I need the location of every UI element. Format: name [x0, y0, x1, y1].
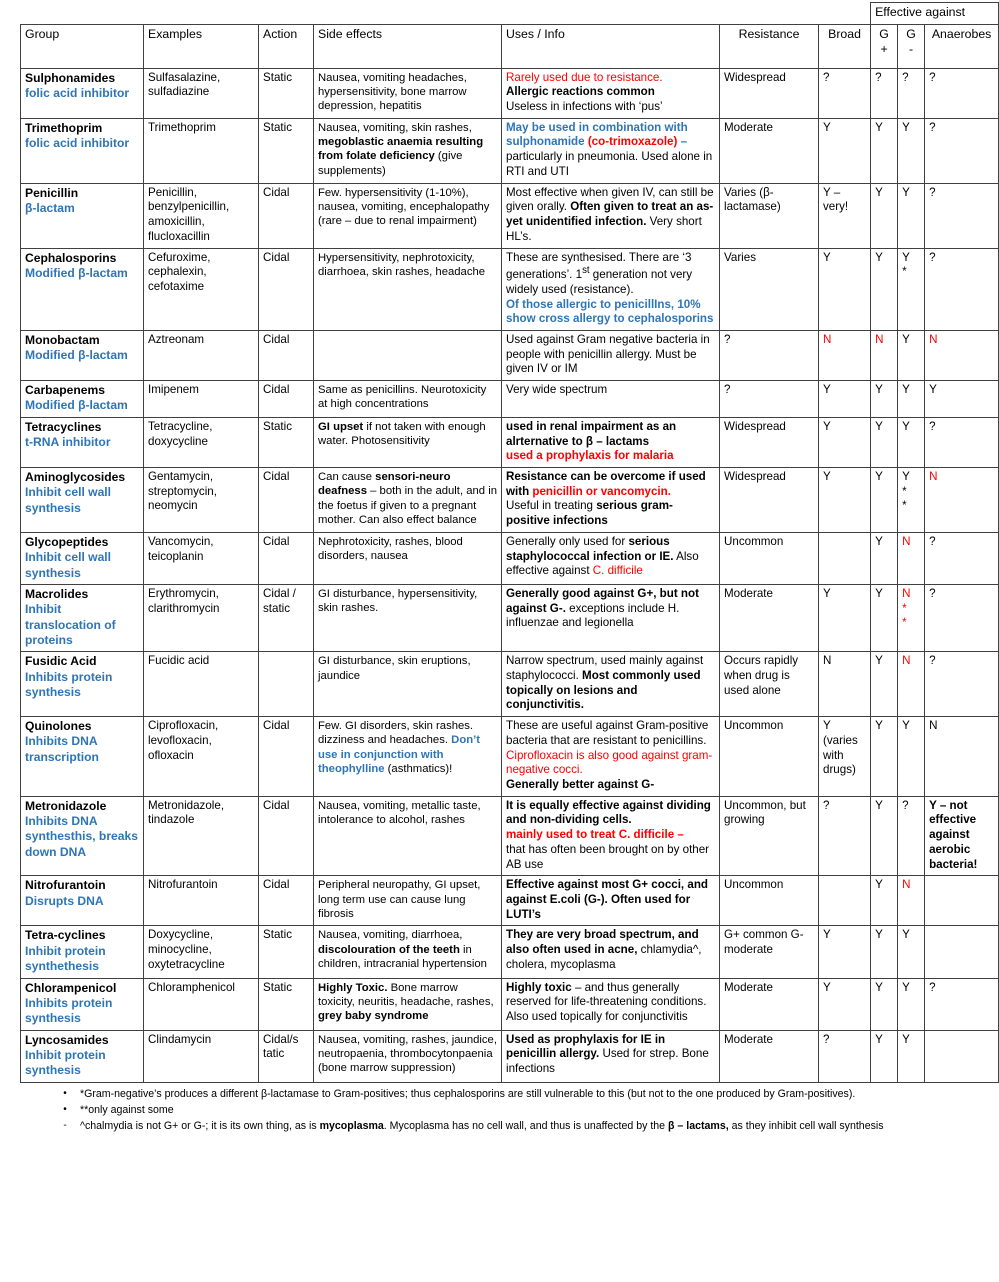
- cell-action: Cidal: [259, 717, 314, 797]
- cell-gram-negative: ?: [898, 68, 925, 118]
- column-header-group: Group: [21, 24, 144, 68]
- cell-broad: ?: [819, 68, 871, 118]
- group-name: Nitrofurantoin: [25, 878, 106, 893]
- cell-resistance: Varies: [720, 248, 819, 330]
- column-header-anaerobes: Anaerobes: [925, 24, 999, 68]
- cell-action: Cidal: [259, 381, 314, 418]
- cell-action: Cidal: [259, 248, 314, 330]
- table-row: [21, 68, 999, 118]
- group-name: Macrolides: [25, 586, 89, 601]
- table-row: [21, 248, 999, 330]
- table-column-header-row: [21, 24, 999, 68]
- cell-anaerobes: ?: [925, 417, 999, 467]
- cell-group: [21, 417, 144, 467]
- cell-action: Cidal/s tatic: [259, 1030, 314, 1082]
- cell-resistance: Moderate: [720, 118, 819, 183]
- gram-positive-line1: G: [879, 26, 889, 41]
- cell-resistance: Uncommon: [720, 876, 819, 926]
- cell-anaerobes: N: [925, 717, 999, 797]
- header-spacer: [21, 3, 871, 25]
- cell-examples: Sulfasalazine, sulfadiazine: [144, 68, 259, 118]
- cell-action: [259, 652, 314, 717]
- cell-gram-negative: Y: [898, 978, 925, 1030]
- table-body: [21, 68, 999, 1082]
- cell-gram-positive: N: [871, 330, 898, 380]
- cell-anaerobes: ?: [925, 183, 999, 248]
- group-mechanism: Inhibit translocation of proteins: [25, 602, 116, 647]
- group-name: Fusidic Acid: [25, 654, 97, 669]
- footnotes-list: [0, 1087, 999, 1135]
- group-mechanism: Disrupts DNA: [25, 893, 104, 908]
- cell-action: Cidal: [259, 796, 314, 876]
- cell-resistance: ?: [720, 330, 819, 380]
- cell-resistance: ?: [720, 381, 819, 418]
- group-name: Lyncosamides: [25, 1032, 109, 1047]
- cell-examples: Penicillin, benzylpenicillin, amoxicillin, flucloxacillin: [144, 183, 259, 248]
- cell-broad: Y: [819, 978, 871, 1030]
- cell-uses-info: Effective against most G+ cocci, and against E.coli (G-). Often used for LUTI’s: [502, 876, 720, 926]
- table-row: [21, 1030, 999, 1082]
- cell-anaerobes: [925, 876, 999, 926]
- group-name: Carbapenems: [25, 383, 105, 398]
- gram-positive-line2: +: [880, 42, 888, 57]
- cell-group: [21, 330, 144, 380]
- cell-action: Static: [259, 926, 314, 978]
- cell-broad: N: [819, 652, 871, 717]
- cell-group: [21, 584, 144, 651]
- cell-gram-negative: N: [898, 532, 925, 584]
- cell-broad: Y: [819, 926, 871, 978]
- cell-resistance: Widespread: [720, 417, 819, 467]
- table-row: [21, 467, 999, 532]
- cell-gram-positive: Y: [871, 926, 898, 978]
- table-row: [21, 978, 999, 1030]
- footnote-text: *Gram-negative’s produces a different β-lactamase to Gram-positives; thus cephalosporins are still vulnerable to this (but not to the one produced by Gram-positives).: [80, 1087, 856, 1100]
- group-name: Quinolones: [25, 719, 92, 734]
- cell-broad: ?: [819, 796, 871, 876]
- cell-action: Static: [259, 978, 314, 1030]
- gram-negative-line2: -: [909, 42, 914, 57]
- cell-resistance: Varies (β-lactamase): [720, 183, 819, 248]
- cell-action: Static: [259, 118, 314, 183]
- table-row: [21, 876, 999, 926]
- cell-uses-info: Used as prophylaxis for IE in penicillin allergy. Used for strep. Bone infections: [502, 1030, 720, 1082]
- cell-broad: Y – very!: [819, 183, 871, 248]
- cell-side-effects: Peripheral neuropathy, GI upset, long term use can cause lung fibrosis: [314, 876, 502, 926]
- cell-gram-negative: N: [898, 652, 925, 717]
- cell-examples: Aztreonam: [144, 330, 259, 380]
- group-name: Tetracyclines: [25, 419, 102, 434]
- cell-anaerobes: ?: [925, 248, 999, 330]
- cell-group: [21, 926, 144, 978]
- cell-broad: Y: [819, 118, 871, 183]
- cell-resistance: Uncommon: [720, 532, 819, 584]
- cell-action: Static: [259, 417, 314, 467]
- cell-examples: Ciprofloxacin, levofloxacin, ofloxacin: [144, 717, 259, 797]
- cell-broad: N: [819, 330, 871, 380]
- group-mechanism: Inhibit protein synthethesis: [25, 943, 106, 974]
- table-row: [21, 584, 999, 651]
- cell-broad: [819, 532, 871, 584]
- cell-side-effects: Nausea, vomiting, diarrhoea, discolouration of the teeth in children, intracranial hypertension: [314, 926, 502, 978]
- cell-anaerobes: Y – not effective against aerobic bacteria!: [925, 796, 999, 876]
- cell-uses-info: used in renal impairment as an alrternative to β – lactams used a prophylaxis for malaria: [502, 417, 720, 467]
- cell-side-effects: GI upset if not taken with enough water. Photosensitivity: [314, 417, 502, 467]
- footnote-text: ^chalmydia is not G+ or G-; it is its own thing, as is mycoplasma. Mycoplasma has no cell wall, and thus is unaffected by the β – lactams, as they inhibit cell wall synthesis: [80, 1120, 884, 1133]
- group-mechanism: Inhibit cell wall synthesis: [25, 485, 112, 515]
- table-row: [21, 796, 999, 876]
- footnote-item: [0, 1103, 999, 1118]
- cell-gram-negative: Y: [898, 118, 925, 183]
- table-header: [21, 3, 999, 69]
- cell-anaerobes: N: [925, 467, 999, 532]
- group-mechanism: Inhibits DNA transcription: [25, 734, 99, 764]
- table-row: [21, 330, 999, 380]
- cell-examples: Clindamycin: [144, 1030, 259, 1082]
- gram-negative-line1: G: [906, 26, 916, 41]
- cell-side-effects: Nausea, vomiting headaches, hypersensitivity, bone marrow depression, hepatitis: [314, 68, 502, 118]
- footnote-item: [0, 1119, 999, 1134]
- cell-examples: Cefuroxime, cephalexin, cefotaxime: [144, 248, 259, 330]
- cell-anaerobes: N: [925, 330, 999, 380]
- group-mechanism: folic acid inhibitor: [25, 136, 130, 151]
- group-name: Glycopeptides: [25, 534, 109, 549]
- cell-uses-info: Narrow spectrum, used mainly against staphylococci. Most commonly used topically on lesions and conjunctivitis.: [502, 652, 720, 717]
- table-row: [21, 381, 999, 418]
- group-name: Cephalosporins: [25, 250, 117, 265]
- cell-examples: Chloramphenicol: [144, 978, 259, 1030]
- cell-resistance: Moderate: [720, 584, 819, 651]
- cell-group: [21, 717, 144, 797]
- cell-examples: Gentamycin, streptomycin, neomycin: [144, 467, 259, 532]
- table-row: [21, 183, 999, 248]
- cell-action: Cidal / static: [259, 584, 314, 651]
- cell-resistance: Moderate: [720, 1030, 819, 1082]
- cell-gram-positive: Y: [871, 584, 898, 651]
- cell-examples: Metronidazole, tindazole: [144, 796, 259, 876]
- cell-side-effects: GI disturbance, hypersensitivity, skin rashes.: [314, 584, 502, 651]
- cell-gram-positive: Y: [871, 978, 898, 1030]
- cell-gram-negative: Y * *: [898, 467, 925, 532]
- cell-gram-negative: ?: [898, 796, 925, 876]
- cell-gram-negative: Y: [898, 381, 925, 418]
- cell-action: Cidal: [259, 876, 314, 926]
- cell-group: [21, 467, 144, 532]
- footnote-bullet: •: [63, 1103, 67, 1115]
- cell-uses-info: These are useful against Gram-positive bacteria that are resistant to penicillins. Ciprofloxacin is also good against gram-negative cocci. Generally better against G-: [502, 717, 720, 797]
- cell-gram-positive: Y: [871, 1030, 898, 1082]
- group-name: Chlorampenicol: [25, 980, 117, 995]
- table-row: [21, 417, 999, 467]
- cell-gram-negative: Y: [898, 330, 925, 380]
- cell-broad: Y: [819, 417, 871, 467]
- cell-action: Cidal: [259, 330, 314, 380]
- cell-gram-negative: Y: [898, 1030, 925, 1082]
- cell-uses-info: May be used in combination with sulphonamide (co-trimoxazole) – particularly in pneumonia. Used alone in RTI and UTI: [502, 118, 720, 183]
- cell-action: Static: [259, 68, 314, 118]
- cell-group: [21, 978, 144, 1030]
- group-mechanism: Inhibit cell wall synthesis: [25, 550, 112, 580]
- table-row: [21, 717, 999, 797]
- footnote-text: **only against some: [80, 1103, 174, 1116]
- cell-side-effects: Nausea, vomiting, rashes, jaundice, neutropaenia, thrombocytonpaenia (bone marrow suppression): [314, 1030, 502, 1082]
- group-name: Monobactam: [25, 332, 100, 347]
- cell-anaerobes: ?: [925, 652, 999, 717]
- cell-gram-negative: Y: [898, 183, 925, 248]
- group-mechanism: folic acid inhibitor: [25, 85, 130, 100]
- column-header-resistance: Resistance: [720, 24, 819, 68]
- cell-broad: ?: [819, 1030, 871, 1082]
- cell-group: [21, 652, 144, 717]
- column-header-gram-positive: [871, 24, 898, 68]
- footnote-item: [0, 1087, 999, 1102]
- antibiotics-reference-sheet: [0, 2, 999, 1282]
- table-row: [21, 532, 999, 584]
- cell-resistance: Widespread: [720, 467, 819, 532]
- cell-side-effects: Few. hypersensitivity (1-10%), nausea, vomiting, encephalopathy (rare – due to renal impairment): [314, 183, 502, 248]
- cell-group: [21, 183, 144, 248]
- cell-resistance: Occurs rapidly when drug is used alone: [720, 652, 819, 717]
- cell-resistance: Widespread: [720, 68, 819, 118]
- cell-gram-positive: Y: [871, 381, 898, 418]
- cell-action: Cidal: [259, 532, 314, 584]
- table-row: [21, 118, 999, 183]
- group-mechanism: Inhibit protein synthesis: [25, 1047, 106, 1078]
- cell-gram-positive: Y: [871, 532, 898, 584]
- cell-uses-info: Very wide spectrum: [502, 381, 720, 418]
- cell-gram-positive: Y: [871, 248, 898, 330]
- group-mechanism: Inhibits protein synthesis: [25, 995, 113, 1026]
- cell-uses-info: Rarely used due to resistance. Allergic reactions common Useless in infections with ‘pus’: [502, 68, 720, 118]
- column-header-broad: Broad: [819, 24, 871, 68]
- cell-gram-positive: ?: [871, 68, 898, 118]
- cell-uses-info: It is equally effective against dividing and non-dividing cells. mainly used to treat C. difficile – that has often been brought on by other AB use: [502, 796, 720, 876]
- group-mechanism: Inhibits protein synthesis: [25, 669, 113, 699]
- cell-examples: Vancomycin, teicoplanin: [144, 532, 259, 584]
- cell-anaerobes: ?: [925, 532, 999, 584]
- cell-anaerobes: [925, 1030, 999, 1082]
- cell-group: [21, 796, 144, 876]
- cell-group: [21, 876, 144, 926]
- cell-anaerobes: ?: [925, 978, 999, 1030]
- cell-broad: [819, 876, 871, 926]
- column-header-side-effects: Side effects: [314, 24, 502, 68]
- footnote-bullet: •: [63, 1087, 67, 1099]
- cell-side-effects: GI disturbance, skin eruptions, jaundice: [314, 652, 502, 717]
- cell-side-effects: Can cause sensori-neuro deafness – both in the adult, and in the foetus if given to a pregnant mother. Can also effect balance: [314, 467, 502, 532]
- column-header-uses-info: Uses / Info: [502, 24, 720, 68]
- cell-group: [21, 248, 144, 330]
- cell-uses-info: Generally good against G+, but not against G-. exceptions include H. influenzae and legionella: [502, 584, 720, 651]
- cell-uses-info: Used against Gram negative bacteria in people with penicillin allergy. Must be given IV or IM: [502, 330, 720, 380]
- cell-side-effects: Nausea, vomiting, metallic taste, intolerance to alcohol, rashes: [314, 796, 502, 876]
- cell-gram-positive: Y: [871, 118, 898, 183]
- group-name: Aminoglycosides: [25, 469, 126, 484]
- column-header-examples: Examples: [144, 24, 259, 68]
- cell-gram-positive: Y: [871, 796, 898, 876]
- cell-examples: Erythromycin, clarithromycin: [144, 584, 259, 651]
- cell-examples: Doxycycline, minocycline, oxytetracycline: [144, 926, 259, 978]
- antibiotics-table: [20, 2, 999, 1083]
- group-mechanism: Modified β-lactam: [25, 348, 128, 363]
- cell-examples: Tetracycline, doxycycline: [144, 417, 259, 467]
- cell-gram-negative: Y: [898, 717, 925, 797]
- cell-resistance: Moderate: [720, 978, 819, 1030]
- cell-gram-positive: Y: [871, 652, 898, 717]
- cell-gram-negative: N: [898, 876, 925, 926]
- cell-examples: Imipenem: [144, 381, 259, 418]
- cell-anaerobes: ?: [925, 68, 999, 118]
- group-name: Metronidazole: [25, 798, 107, 813]
- cell-gram-negative: Y: [898, 926, 925, 978]
- group-name: Tetra-cyclines: [25, 928, 106, 943]
- cell-broad: Y: [819, 381, 871, 418]
- cell-group: [21, 532, 144, 584]
- cell-uses-info: Generally only used for serious staphylococcal infection or IE. Also effective against C. difficile: [502, 532, 720, 584]
- cell-uses-info: Resistance can be overcome if used with penicillin or vancomycin. Useful in treating serious gram-positive infections: [502, 467, 720, 532]
- effective-against-header: Effective against: [871, 3, 999, 25]
- cell-action: Cidal: [259, 467, 314, 532]
- cell-anaerobes: ?: [925, 118, 999, 183]
- cell-gram-positive: Y: [871, 417, 898, 467]
- cell-anaerobes: Y: [925, 381, 999, 418]
- cell-group: [21, 1030, 144, 1082]
- cell-side-effects: Highly Toxic. Bone marrow toxicity, neuritis, headache, rashes, grey baby syndrome: [314, 978, 502, 1030]
- cell-broad: Y: [819, 584, 871, 651]
- cell-broad: Y: [819, 248, 871, 330]
- cell-uses-info: These are synthesised. There are ‘3 generations’. 1st generation not very widely used (resistance). Of those allergic to penicillIns, 10% show cross allergy to cephalosporins: [502, 248, 720, 330]
- cell-examples: Nitrofurantoin: [144, 876, 259, 926]
- cell-examples: Fucidic acid: [144, 652, 259, 717]
- cell-gram-positive: Y: [871, 876, 898, 926]
- cell-gram-negative: Y: [898, 417, 925, 467]
- group-mechanism: Modified β-lactam: [25, 398, 128, 413]
- cell-gram-positive: Y: [871, 183, 898, 248]
- cell-gram-negative: Y *: [898, 248, 925, 330]
- footnote-bullet: -: [63, 1120, 67, 1132]
- table-row: [21, 926, 999, 978]
- table-header-span-row: [21, 3, 999, 25]
- group-name: Penicillin: [25, 185, 79, 200]
- column-header-gram-negative: [898, 24, 925, 68]
- cell-side-effects: Few. GI disorders, skin rashes. dizziness and headaches. Don’t use in conjunction with theophylline (asthmatics)!: [314, 717, 502, 797]
- cell-uses-info: Highly toxic – and thus generally reserved for life-threatening conditions. Also used topically for conjunctivitis: [502, 978, 720, 1030]
- cell-anaerobes: [925, 926, 999, 978]
- group-name: Sulphonamides: [25, 70, 116, 85]
- group-mechanism: β-lactam: [25, 200, 75, 215]
- cell-action: Cidal: [259, 183, 314, 248]
- cell-gram-positive: Y: [871, 717, 898, 797]
- column-header-action: Action: [259, 24, 314, 68]
- group-mechanism: Inhibits DNA synthesthis, breaks down DNA: [25, 814, 138, 859]
- cell-broad: Y: [819, 467, 871, 532]
- cell-gram-negative: N * *: [898, 584, 925, 651]
- cell-uses-info: Most effective when given IV, can still be given orally. Often given to treat an as-yet unidentified infection. Very short HL’s.: [502, 183, 720, 248]
- cell-side-effects: Nausea, vomiting, skin rashes, megoblastic anaemia resulting from folate deficiency (give supplements): [314, 118, 502, 183]
- cell-group: [21, 381, 144, 418]
- cell-gram-positive: Y: [871, 467, 898, 532]
- cell-uses-info: They are very broad spectrum, and also often used in acne, chlamydia^, cholera, mycoplasma: [502, 926, 720, 978]
- group-mechanism: Modified β-lactam: [25, 265, 128, 280]
- group-name: Trimethoprim: [25, 120, 103, 135]
- cell-resistance: Uncommon: [720, 717, 819, 797]
- cell-resistance: Uncommon, but growing: [720, 796, 819, 876]
- cell-group: [21, 118, 144, 183]
- cell-side-effects: [314, 330, 502, 380]
- cell-examples: Trimethoprim: [144, 118, 259, 183]
- cell-anaerobes: ?: [925, 584, 999, 651]
- cell-side-effects: Nephrotoxicity, rashes, blood disorders, nausea: [314, 532, 502, 584]
- cell-side-effects: Hypersensitivity, nephrotoxicity, diarrhoea, skin rashes, headache: [314, 248, 502, 330]
- cell-broad: Y (varies with drugs): [819, 717, 871, 797]
- table-row: [21, 652, 999, 717]
- cell-resistance: G+ common G- moderate: [720, 926, 819, 978]
- cell-group: [21, 68, 144, 118]
- cell-side-effects: Same as penicillins. Neurotoxicity at high concentrations: [314, 381, 502, 418]
- group-mechanism: t-RNA inhibitor: [25, 435, 111, 450]
